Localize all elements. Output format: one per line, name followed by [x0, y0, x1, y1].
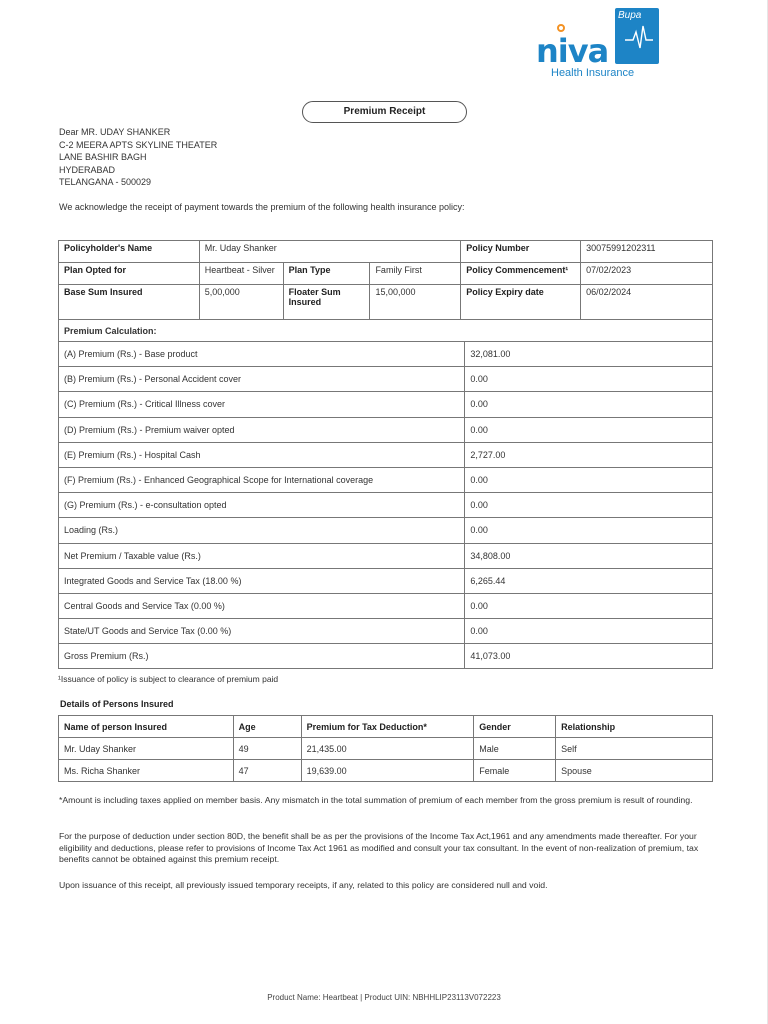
column-header: Premium for Tax Deduction*: [301, 716, 474, 738]
premium-row-value: 0.00: [465, 392, 713, 417]
premium-row: [59, 644, 713, 669]
person-relationship: Self: [556, 738, 713, 760]
premium-row-label: Loading (Rs.): [59, 518, 465, 543]
floater-sum-value: 15,00,000: [370, 285, 461, 320]
premium-row-label: (G) Premium (Rs.) - e-consultation opted: [59, 493, 465, 518]
person-age: 47: [233, 760, 301, 782]
person-premium: 19,639.00: [301, 760, 474, 782]
sum-insured-label: Base Sum Insured: [59, 285, 200, 320]
premium-row-value: 0.00: [465, 593, 713, 618]
commencement-value: 07/02/2023: [581, 263, 713, 285]
person-gender: Male: [474, 738, 556, 760]
column-header: Name of person Insured: [59, 716, 234, 738]
person-name: Mr. Uday Shanker: [59, 738, 234, 760]
expiry-value: 06/02/2024: [581, 285, 713, 320]
tax-deduction-note: For the purpose of deduction under section 80D, the benefit shall be as per the provisions of the Income Tax Act,1961 and any amendments made thereafter. For your eligibility and deductions, please refer to provisions of Income Tax Act 1961 as modified and consult your tax consultant. In the event of non-realization of premium, tax benefits cannot be obtained against this premium receipt.: [59, 831, 699, 865]
premium-row: [59, 493, 713, 518]
premium-row-label: (C) Premium (Rs.) - Critical Illness cover: [59, 392, 465, 417]
premium-row-label: Integrated Goods and Service Tax (18.00 %): [59, 568, 465, 593]
persons-heading: Details of Persons Insured: [60, 699, 174, 709]
premium-row: [59, 417, 713, 442]
premium-row-label: (E) Premium (Rs.) - Hospital Cash: [59, 442, 465, 467]
premium-calculation-table: [58, 319, 713, 669]
table-row: [59, 738, 713, 760]
premium-row: [59, 568, 713, 593]
commencement-label: Policy Commencement¹: [461, 263, 581, 285]
policy-details-table: [58, 240, 713, 320]
premium-row-value: 0.00: [465, 619, 713, 644]
premium-row-value: 0.00: [465, 417, 713, 442]
person-age: 49: [233, 738, 301, 760]
acknowledgement-text: We acknowledge the receipt of payment towards the premium of the following health insurance policy:: [59, 202, 465, 212]
plan-label: Plan Opted for: [59, 263, 200, 285]
niva-logo-dot: [557, 24, 565, 32]
recipient-address: [59, 126, 217, 189]
premium-note: ¹Issuance of policy is subject to clearance of premium paid: [58, 674, 279, 684]
premium-row-value: 0.00: [465, 518, 713, 543]
address-line-4: TELANGANA - 500029: [59, 177, 152, 188]
premium-row: [59, 518, 713, 543]
table-row: [59, 241, 713, 263]
premium-row-value: 6,265.44: [465, 568, 713, 593]
floater-sum-label: Floater Sum Insured: [283, 285, 370, 320]
premium-row: [59, 619, 713, 644]
premium-row-value: 0.00: [465, 367, 713, 392]
premium-row: [59, 467, 713, 492]
person-name: Ms. Richa Shanker: [59, 760, 234, 782]
logo-tagline: Health Insurance: [551, 67, 635, 79]
premium-row-value: 0.00: [465, 467, 713, 492]
premium-row-label: (A) Premium (Rs.) - Base product: [59, 342, 465, 367]
table-row: [59, 285, 713, 320]
premium-row-label: (D) Premium (Rs.) - Premium waiver opted: [59, 417, 465, 442]
premium-row-value: 2,727.00: [465, 442, 713, 467]
premium-row-value: 34,808.00: [465, 543, 713, 568]
premium-row-label: (B) Premium (Rs.) - Personal Accident cover: [59, 367, 465, 392]
heartbeat-icon: [624, 22, 654, 50]
sum-insured-value: 5,00,000: [199, 285, 283, 320]
premium-row-label: (F) Premium (Rs.) - Enhanced Geographical Scope for International coverage: [59, 467, 465, 492]
premium-row: [59, 342, 713, 367]
table-row: [59, 760, 713, 782]
product-footer: Product Name: Heartbeat | Product UIN: NBHHLIP23113V072223: [267, 993, 501, 1002]
premium-heading: Premium Calculation:: [59, 320, 713, 342]
address-line-1: C-2 MEERA APTS SKYLINE THEATER: [59, 139, 218, 150]
table-row: [59, 263, 713, 285]
niva-logo-text: niva: [536, 32, 609, 70]
person-gender: Female: [474, 760, 556, 782]
plan-type-label: Plan Type: [283, 263, 370, 285]
persons-insured-table: [58, 715, 713, 782]
policyholder-label: Policyholder's Name: [59, 241, 200, 263]
premium-row-value: 41,073.00: [465, 644, 713, 669]
plan-value: Heartbeat - Silver: [199, 263, 283, 285]
policyholder-value: Mr. Uday Shanker: [199, 241, 461, 263]
plan-type-value: Family First: [370, 263, 461, 285]
page-title: Premium Receipt: [302, 101, 467, 123]
address-line-3: HYDERABAD: [59, 164, 116, 175]
column-header: Gender: [474, 716, 556, 738]
person-premium: 21,435.00: [301, 738, 474, 760]
column-header: Age: [233, 716, 301, 738]
premium-row-label: Gross Premium (Rs.): [59, 644, 465, 669]
premium-row-label: Net Premium / Taxable value (Rs.): [59, 543, 465, 568]
table-row: [59, 320, 713, 342]
premium-row: [59, 442, 713, 467]
premium-row: [59, 392, 713, 417]
premium-row-label: State/UT Goods and Service Tax (0.00 %): [59, 619, 465, 644]
rounding-note: *Amount is including taxes applied on member basis. Any mismatch in the total summation of premium of each member from the gross premium is result of rounding.: [59, 795, 693, 805]
policy-number-value: 30075991202311: [581, 241, 713, 263]
person-relationship: Spouse: [556, 760, 713, 782]
premium-row: [59, 593, 713, 618]
niva-bupa-logo: [536, 8, 666, 82]
salutation: Dear MR. UDAY SHANKER: [59, 127, 171, 137]
premium-row-value: 0.00: [465, 493, 713, 518]
policy-number-label: Policy Number: [461, 241, 581, 263]
temporary-receipts-note: Upon issuance of this receipt, all previously issued temporary receipts, if any, related to this policy are considered null and void.: [59, 880, 548, 890]
premium-row: [59, 367, 713, 392]
table-header-row: [59, 716, 713, 738]
premium-row: [59, 543, 713, 568]
address-line-2: LANE BASHIR BAGH: [59, 152, 147, 163]
premium-row-label: Central Goods and Service Tax (0.00 %): [59, 593, 465, 618]
expiry-label: Policy Expiry date: [461, 285, 581, 320]
bupa-logo-text: Bupa: [618, 10, 642, 21]
column-header: Relationship: [556, 716, 713, 738]
premium-row-value: 32,081.00: [465, 342, 713, 367]
